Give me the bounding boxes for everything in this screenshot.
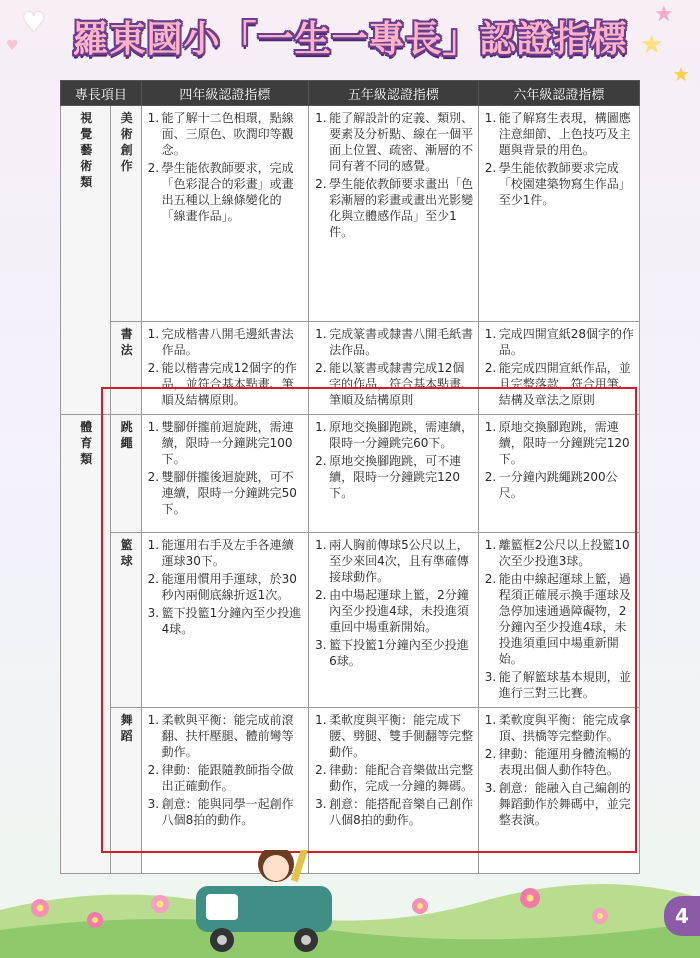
list-item: 1. 柔軟度與平衡：能完成下腰、劈腿、雙手側翻等完整動作。 [315, 713, 474, 759]
list-item: 1. 完成篆書或隸書八開毛紙書法作品。 [315, 327, 474, 357]
cell-calligraphy-grade6 [478, 322, 639, 415]
flower-icon [520, 888, 540, 908]
list-item: 3. 籃下投籃1分鐘內至少投進6球。 [315, 638, 469, 668]
list-item: 1. 柔軟度與平衡：能完成拿頂、拱橋等完整動作。 [484, 713, 631, 743]
list-item: 1. 雙腳併攏前迴旋跳，需連續，限時一分鐘跳完100下。 [147, 420, 294, 466]
sub-jump-rope: 跳繩 [110, 415, 141, 533]
list-item: 1. 能了解寫生表現，構圖應注意細節、上色技巧及主題與背景的用色。 [484, 111, 631, 157]
cell-basketball-grade4 [141, 533, 308, 708]
list-item: 1. 能運用右手及左手各連續運球30下。 [147, 538, 294, 568]
list-item: 1. 完成楷書八開毛邊紙書法作品。 [147, 327, 294, 357]
garden-illustration [0, 850, 700, 958]
flower-icon [592, 908, 608, 924]
list-item: 3. 創意：能與同學一起創作八個8拍的動作。 [147, 797, 294, 827]
list-item: 1. 能了解十二色相環，點線面、三原色、吹潤印等觀念。 [147, 111, 294, 157]
header-grade4: 四年級認證指標 [141, 81, 308, 106]
sub-art-creation: 美術創作 [110, 106, 141, 322]
flower-icon [87, 912, 103, 928]
heart-icon: ♥ [6, 38, 19, 54]
list-item: 1. 原地交換腳跑跳，需連續，限時一分鐘跳完60下。 [315, 420, 474, 450]
cell-basketball-grade6 [478, 533, 639, 708]
list-item: 2. 學生能依教師要求完成「校園建築物寫生作品」至少1件。 [484, 161, 631, 207]
list-item: 2. 一分鐘內跳繩跳200公尺。 [484, 470, 618, 500]
list-item: 1. 離籃框2公尺以上投籃10次至少投進3球。 [484, 538, 630, 568]
page-number: 4 [664, 896, 700, 936]
cell-calligraphy-grade5 [309, 322, 479, 415]
cell-rope-grade4 [141, 415, 308, 533]
list-item: 3. 創意：能融入自己編創的舞蹈動作於舞碼中，並完整表演。 [484, 781, 631, 827]
cell-calligraphy-grade4 [141, 322, 308, 415]
table-row [61, 533, 640, 708]
list-item: 1. 能了解設計的定義、類別、要素及分析點、線在一個平面上位置、疏密、漸層的不同有著不同的感覺。 [315, 111, 474, 173]
star-icon: ★ [672, 62, 690, 86]
list-item: 2. 由中場起運球上籃，2分鐘內至少投進4球，未投進須重回中場重新開始。 [315, 588, 469, 634]
cell-dance-grade5 [309, 708, 479, 874]
table-row [61, 106, 640, 322]
cell-art-grade5 [309, 106, 479, 322]
cell-art-grade6 [478, 106, 639, 322]
page-title: 羅東國小「一生一專長」認證指標 [72, 18, 628, 60]
heart-icon: ♥ [22, 8, 46, 38]
header-grade6: 六年級認證指標 [478, 81, 639, 106]
list-item: 2. 能以篆書或隸書完成12個字的作品，符合基本點畫、筆順及結構原則 [315, 361, 474, 407]
star-icon: ★ [654, 2, 674, 27]
sub-calligraphy: 書法 [110, 322, 141, 415]
list-item: 1. 完成四開宣紙28個字的作品。 [484, 327, 634, 357]
flower-icon [412, 898, 428, 914]
list-item: 2. 原地交換腳跑跳，可不連續，限時一分鐘跳完120下。 [315, 454, 462, 500]
list-item: 1. 柔軟與平衡：能完成前滾翻、扶杆壓腿、體前彎等動作。 [147, 713, 294, 759]
girl-icon [258, 850, 308, 882]
table-row [61, 415, 640, 533]
list-item: 2. 學生能依教師要求畫出「色彩漸層的彩畫或畫出光影變化與立體感作品」至少1件。 [315, 177, 474, 239]
header-grade5: 五年級認證指標 [309, 81, 479, 106]
list-item: 1. 原地交換腳跑跳，需連續，限時一分鐘跳完120下。 [484, 420, 630, 466]
category-visual-arts: 視覺藝術類 [61, 106, 111, 415]
cell-rope-grade5 [309, 415, 479, 533]
table-row [61, 708, 640, 874]
flower-icon [151, 895, 169, 913]
certification-table [60, 80, 640, 874]
list-item: 3. 能了解籃球基本規則，並進行三對三比賽。 [484, 670, 631, 700]
flower-icon [31, 899, 49, 917]
cell-dance-grade6 [478, 708, 639, 874]
header-item: 專長項目 [61, 81, 142, 106]
cell-art-grade4 [141, 106, 308, 322]
list-item: 2. 雙腳併攏後迴旋跳，可不連續，限時一分鐘跳完50下。 [147, 470, 297, 516]
list-item: 2. 能運用慣用手運球，於30秒內兩側底線折返1次。 [147, 572, 297, 602]
list-item: 3. 創意：能搭配音樂自己創作八個8拍的動作。 [315, 797, 474, 827]
list-item: 2. 學生能依教師要求，完成「色彩混合的彩畫」或畫出五種以上線條變化的「線畫作品」。 [147, 161, 294, 223]
list-item: 2. 律動：能跟隨教師指令做出正確動作。 [147, 763, 294, 793]
cell-basketball-grade5 [309, 533, 479, 708]
table-header-row [61, 81, 640, 106]
list-item: 2. 能以楷書完成12個字的作品，並符合基本點畫、筆順及結構原則。 [147, 361, 297, 407]
list-item: 2. 能完成四開宣紙作品，並且完整落款，符合用筆、結構及章法之原則 [484, 361, 631, 407]
list-item: 2. 能由中線起運球上籃，過程須正確展示換手運球及急停加速通過障礙物，2分鐘內至少投進4球，未投進須重回中場重新開始。 [484, 572, 631, 666]
list-item: 2. 律動：能配合音樂做出完整動作，完成一分鐘的舞碼。 [315, 763, 474, 793]
list-item: 2. 律動：能運用身體流暢的表現出個人動作特色。 [484, 747, 631, 777]
list-item: 3. 籃下投籃1分鐘內至少投進4球。 [147, 606, 302, 636]
cell-dance-grade4 [141, 708, 308, 874]
star-icon: ★ [640, 30, 664, 60]
sub-basketball: 籃球 [110, 533, 141, 708]
sub-dance: 舞蹈 [110, 708, 141, 874]
cell-rope-grade6 [478, 415, 639, 533]
category-sports: 體育類 [61, 415, 111, 874]
list-item: 1. 兩人胸前傳球5公尺以上，至少來回4次，且有準確傳接球動作。 [315, 538, 469, 584]
table-row [61, 322, 640, 415]
